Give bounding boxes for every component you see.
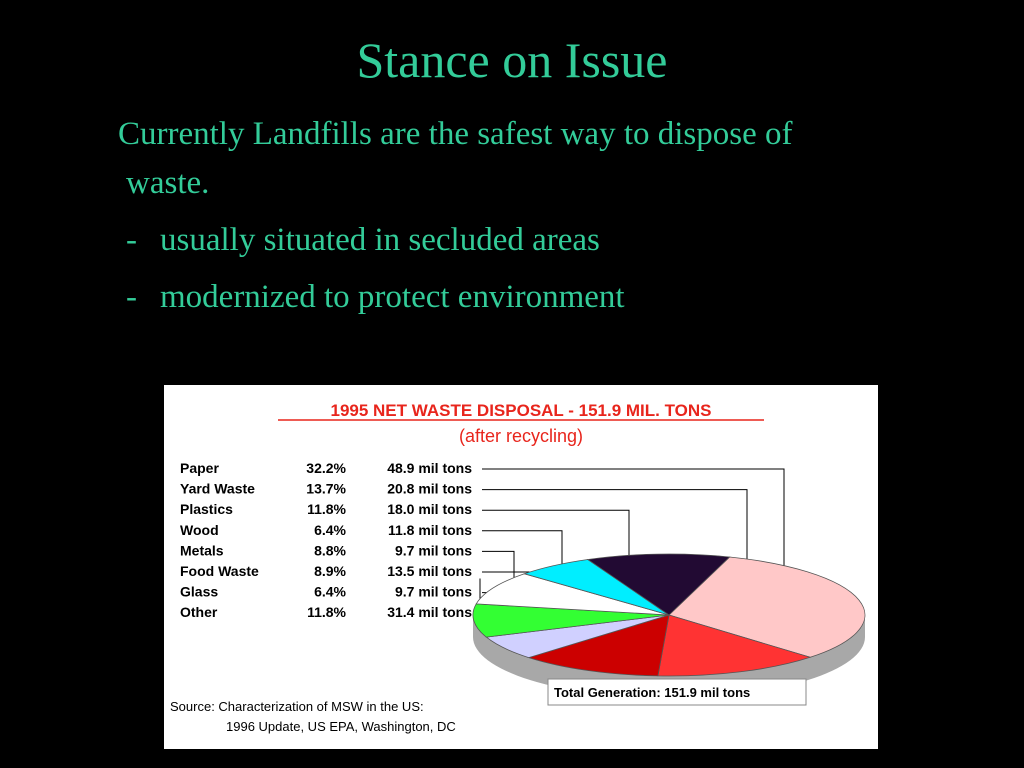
legend-percent-label: 32.2% (306, 460, 346, 476)
legend-percent-label: 8.8% (314, 542, 346, 559)
intro-line-1: Currently Landfills are the safest way to dispose of (118, 116, 793, 152)
legend-category-label: Metals (180, 542, 224, 559)
legend-tons-label: 9.7 mil tons (394, 542, 472, 559)
total-generation-label: Total Generation: 151.9 mil tons (554, 685, 751, 700)
bullet-text: usually situated in secluded areas (160, 222, 600, 258)
bullet-item-1 (126, 220, 600, 260)
legend-tons-label: 11.8 mil tons (387, 521, 472, 538)
slide-title: Stance on Issue (356, 32, 668, 88)
bullet-dash: - (126, 222, 137, 258)
legend-percent-label: 11.8% (307, 501, 346, 518)
legend-tons-label: 31.4 mil tons (387, 604, 472, 621)
legend-category-label: Plastics (180, 501, 233, 518)
legend-percent-label: 13.7% (306, 480, 346, 497)
legend-category-label: Wood (180, 521, 219, 538)
legend-percent-label: 6.4% (314, 583, 346, 600)
legend-tons-label: 18.0 mil tons (387, 501, 472, 518)
source-line-1: Source: Characterization of MSW in the US: (170, 699, 424, 714)
legend-tons-label: 48.9 mil tons (387, 460, 472, 476)
intro-line-2: waste. (126, 165, 210, 201)
legend-category-label: Glass (180, 583, 219, 600)
chart-subtitle: (after recycling) (458, 426, 584, 446)
legend-category-label: Other (180, 604, 218, 621)
pie (473, 554, 865, 698)
source-line-2: 1996 Update, US EPA, Washington, DC (226, 719, 456, 734)
bullet-text: modernized to protect environment (160, 279, 625, 315)
chart-title: 1995 NET WASTE DISPOSAL - 151.9 MIL. TONS (330, 401, 712, 420)
legend-tons-label: 20.8 mil tons (387, 480, 472, 497)
legend-percent-label: 8.9% (314, 563, 346, 579)
pie-chart-svg (164, 385, 878, 749)
legend-category-label: Paper (180, 460, 219, 476)
bullet-dash: - (126, 279, 137, 315)
legend-category-label: Food Waste (180, 563, 259, 579)
legend-category-label: Yard Waste (180, 480, 255, 497)
legend-tons-label: 9.7 mil tons (394, 583, 472, 600)
legend-percent-label: 11.8% (307, 604, 346, 621)
waste-disposal-chart (164, 385, 878, 749)
legend-tons-label: 13.5 mil tons (387, 563, 472, 579)
legend-table (180, 460, 472, 620)
legend-percent-label: 6.4% (314, 521, 346, 538)
bullet-item-2 (126, 277, 625, 317)
